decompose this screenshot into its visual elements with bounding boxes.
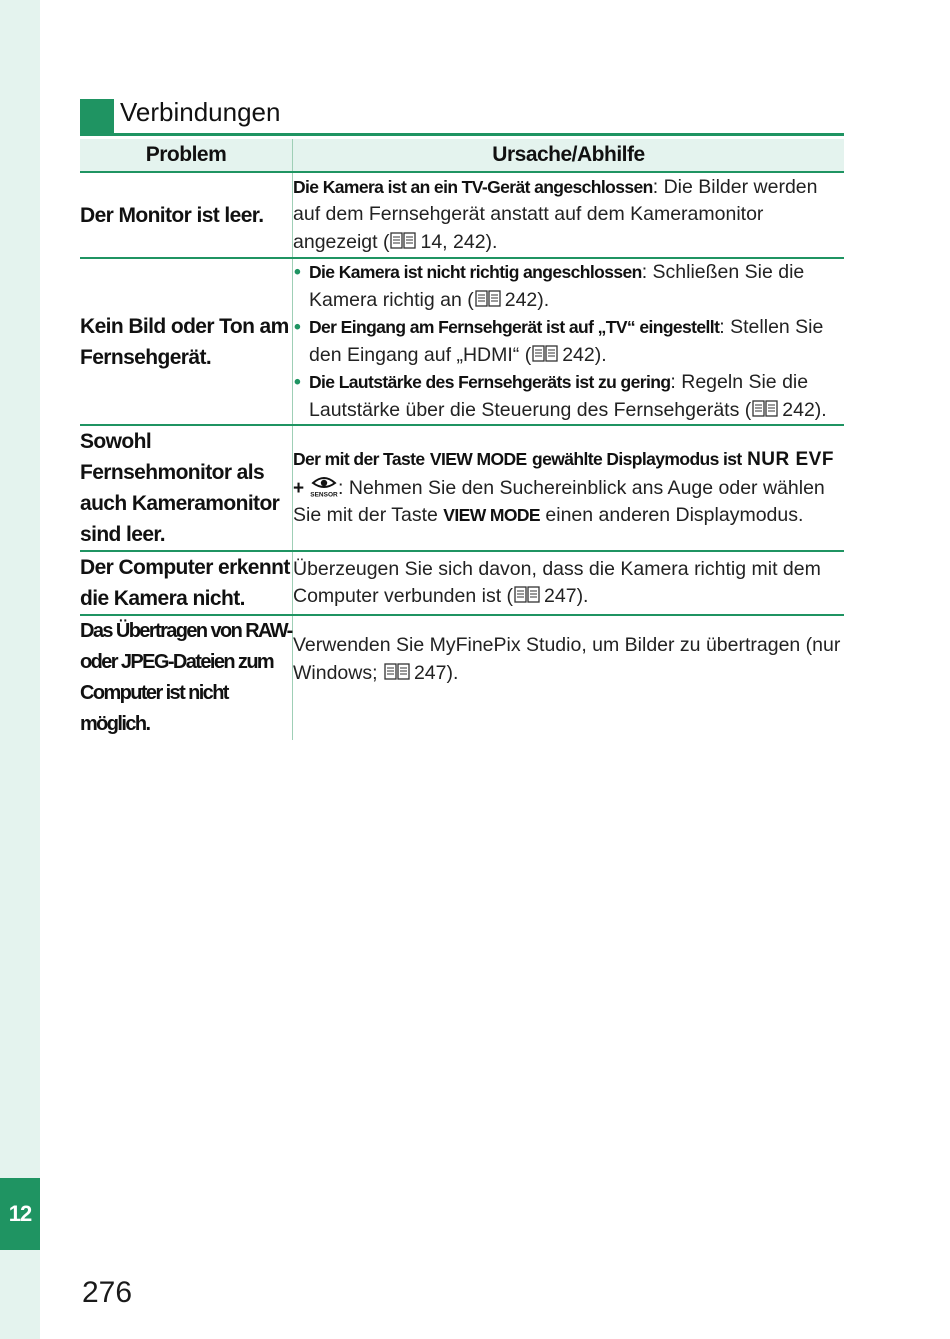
cause-ref: 242). xyxy=(782,398,827,421)
cause-bold: Der mit der Taste xyxy=(293,449,425,470)
cause-ref: 14, 242). xyxy=(420,230,498,253)
problem-cell: Kein Bild oder Ton am Fernsehgerät. xyxy=(80,258,293,425)
side-strip xyxy=(0,0,40,1339)
cause-ref: 242). xyxy=(562,343,607,366)
cause-text: : Die Bilder werden auf dem Fernsehgerät anstatt auf dem Kameramonitor angezeigt ( xyxy=(293,175,818,253)
cause-bold: Der Eingang am Fernsehgerät ist auf „TV“ eingestellt xyxy=(309,317,720,337)
header-problem: Problem xyxy=(80,139,293,172)
cause-bullet xyxy=(293,259,844,314)
bullet-dot-icon: • xyxy=(294,261,301,283)
cause-cell xyxy=(293,172,845,258)
eye-sensor-icon xyxy=(310,474,338,498)
bullet-dot-icon: • xyxy=(294,316,301,338)
page-number: 276 xyxy=(82,1276,133,1309)
cause-cell xyxy=(293,551,845,615)
book-reference-icon xyxy=(390,232,416,250)
cause-text: : Schließen Sie die Kamera richtig an ( xyxy=(309,261,805,311)
cause-bold: Die Kamera ist an ein TV-Gerät angeschlossen xyxy=(293,176,653,197)
cause-bullet xyxy=(293,314,844,369)
book-reference-icon xyxy=(532,345,558,363)
section-heading xyxy=(80,97,844,136)
cause-bold: Die Lautstärke des Fernsehgeräts ist zu gering xyxy=(309,372,671,392)
cause-ref: 242). xyxy=(504,288,550,311)
view-mode-key: VIEW MODE xyxy=(443,505,540,526)
cause-bold: Die Kamera ist nicht richtig angeschlossen xyxy=(309,262,642,282)
problem-cell: Das Übertragen von RAW- oder JPEG-Dateien zum Computer ist nicht möglich. xyxy=(80,615,293,740)
table-row xyxy=(80,258,844,425)
cause-text: : Nehmen Sie den Suchereinblick ans Auge oder wählen Sie mit der Taste xyxy=(293,476,825,527)
cause-ref: 247). xyxy=(413,661,459,684)
section-title: Verbindungen xyxy=(120,97,281,127)
cause-ref: 247). xyxy=(544,585,589,607)
table-row xyxy=(80,172,844,258)
table-row xyxy=(80,425,844,551)
display-mode-name: NUR EVF + xyxy=(293,449,834,499)
cause-text: einen anderen Displaymodus. xyxy=(545,504,804,527)
table-header-row xyxy=(80,139,844,172)
cause-cell xyxy=(293,425,845,551)
bullet-dot-icon: • xyxy=(294,371,301,393)
book-reference-icon xyxy=(514,586,540,604)
cause-text: : Regeln Sie die Lautstärke über die Steuerung des Fernsehgeräts ( xyxy=(309,371,809,421)
book-reference-icon xyxy=(475,290,501,308)
table-row xyxy=(80,551,844,615)
heading-marker xyxy=(80,99,114,133)
cause-text: Überzeugen Sie sich davon, dass die Kamera richtig mit dem Computer verbunden ist ( xyxy=(293,557,821,607)
cause-text: : Stellen Sie den Eingang auf „HDMI“ ( xyxy=(309,316,824,366)
troubleshooting-table xyxy=(80,139,844,740)
problem-cell: Der Monitor ist leer. xyxy=(80,172,293,258)
chapter-tab: 12 xyxy=(0,1178,40,1250)
book-reference-icon xyxy=(384,663,410,681)
cause-bullet xyxy=(293,369,844,424)
table-row xyxy=(80,615,844,740)
sensor-label: SENSOR xyxy=(310,491,338,498)
cause-cell xyxy=(293,258,845,425)
header-cause: Ursache/Abhilfe xyxy=(293,139,845,172)
cause-text: Verwenden Sie MyFinePix Studio, um Bilder zu übertragen (nur Windows; xyxy=(293,634,841,684)
view-mode-key: VIEW MODE xyxy=(429,449,527,470)
cause-cell xyxy=(293,615,845,740)
book-reference-icon xyxy=(752,400,778,418)
problem-cell: Der Computer erkennt die Kamera nicht. xyxy=(80,551,293,615)
cause-bold: gewählte Displaymodus ist xyxy=(532,449,742,470)
problem-cell: Sowohl Fernsehmonitor als auch Kameramonitor sind leer. xyxy=(80,425,293,551)
